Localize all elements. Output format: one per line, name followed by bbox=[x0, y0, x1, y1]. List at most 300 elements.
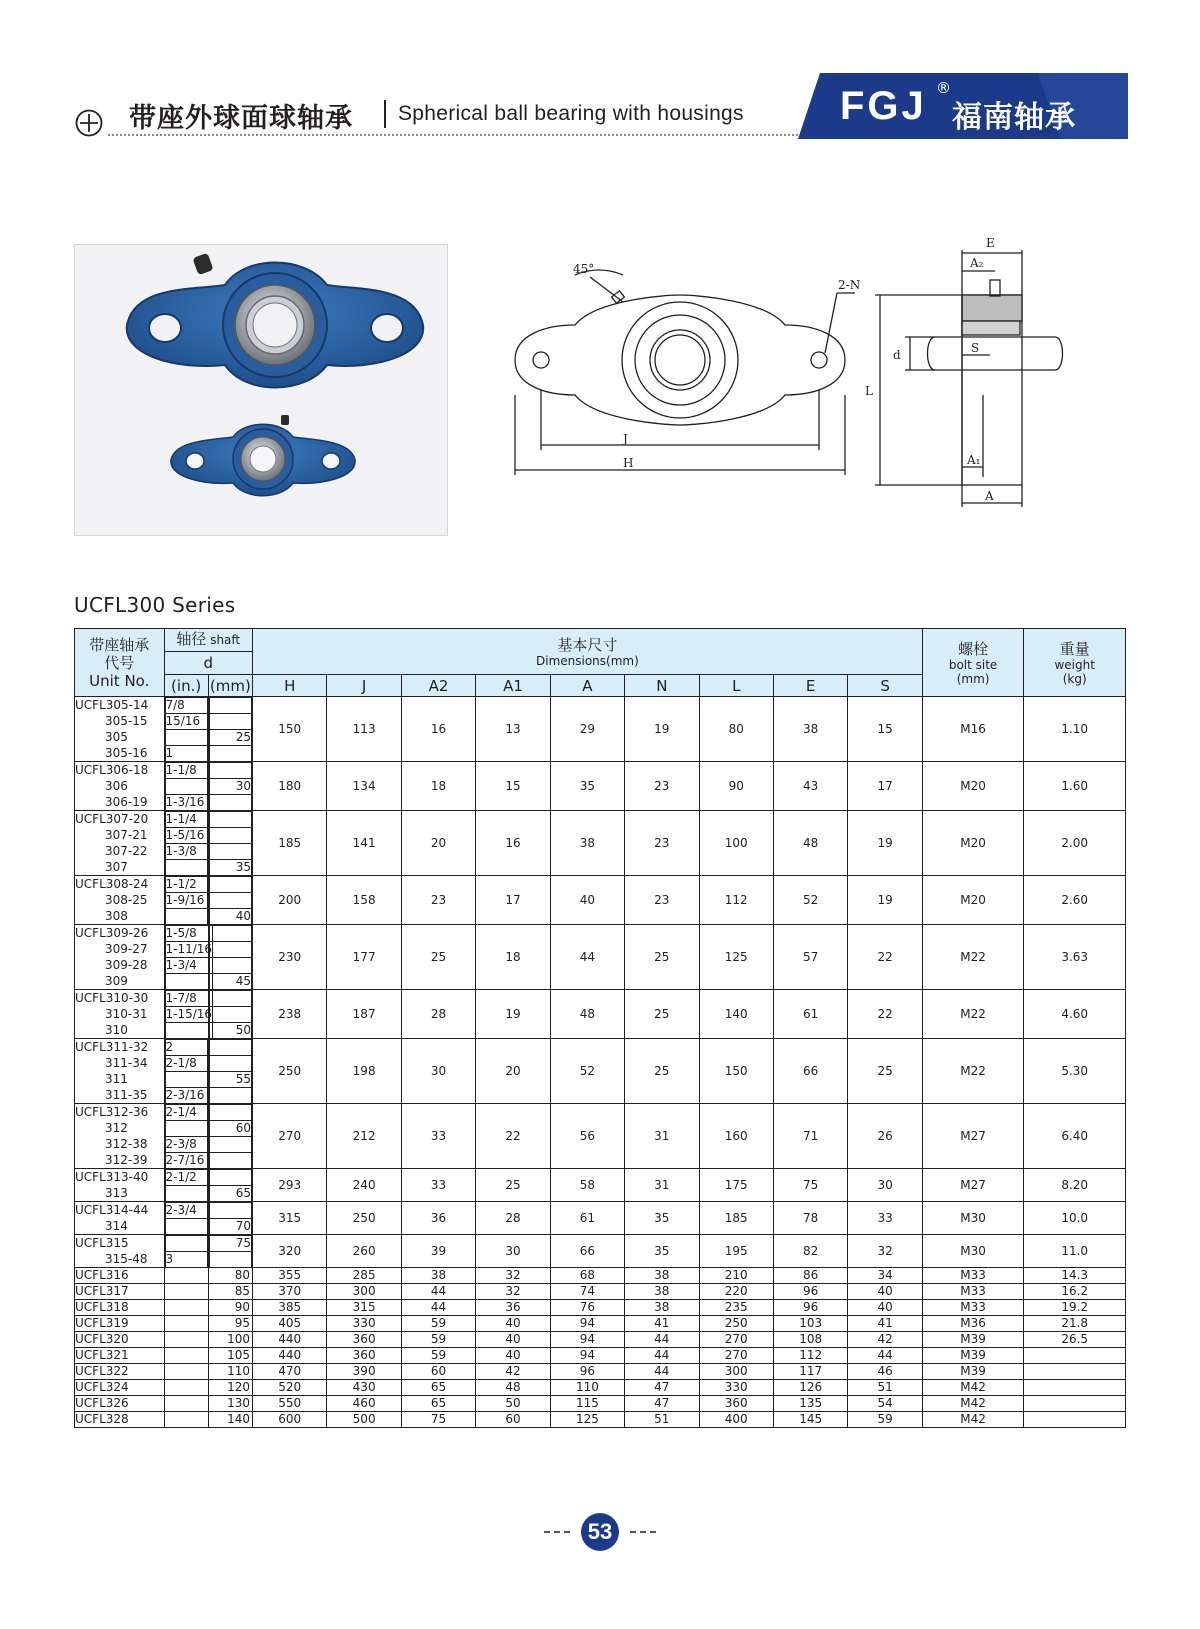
dimension-value: 110 bbox=[550, 1380, 624, 1396]
dimension-value: 32 bbox=[848, 1235, 922, 1268]
dimension-value: 44 bbox=[401, 1284, 475, 1300]
dimension-value: 260 bbox=[327, 1235, 401, 1268]
footer-dash-right bbox=[630, 1531, 656, 1533]
table-row bbox=[75, 1380, 1126, 1396]
unit-number: UCFL310-30 bbox=[75, 991, 149, 1005]
dimension-value: M33 bbox=[922, 1284, 1024, 1300]
dimension-value: 360 bbox=[327, 1348, 401, 1364]
dimension-value: 600 bbox=[253, 1412, 327, 1428]
mm-shaft-value bbox=[209, 877, 251, 893]
registered-mark: ® bbox=[936, 79, 951, 97]
dimension-value: 15 bbox=[848, 697, 922, 762]
technical-drawing bbox=[505, 236, 1195, 520]
mm-shaft-value bbox=[209, 812, 251, 828]
dim-s-label: S bbox=[971, 341, 980, 355]
mm-shaft-value: 90 bbox=[208, 1300, 252, 1316]
dimension-value: 440 bbox=[253, 1332, 327, 1348]
dimension-value: 31 bbox=[625, 1104, 699, 1169]
mm-shaft-cell bbox=[208, 1235, 252, 1268]
angle-label: 45° bbox=[573, 262, 595, 276]
dimension-value: 29 bbox=[550, 697, 624, 762]
col-header-n: N bbox=[625, 675, 699, 697]
dimension-value: 61 bbox=[550, 1202, 624, 1235]
dimension-value: 220 bbox=[699, 1284, 773, 1300]
dimension-value: 17 bbox=[476, 876, 550, 925]
front-view-drawing bbox=[515, 270, 855, 475]
dimension-value: 113 bbox=[327, 697, 401, 762]
dimension-value: 112 bbox=[699, 876, 773, 925]
unit-number: 306-19 bbox=[105, 795, 148, 809]
unit-number: 310-31 bbox=[105, 1007, 148, 1021]
inch-shaft-value: 1-3/16 bbox=[165, 795, 207, 811]
dimension-value: 195 bbox=[699, 1235, 773, 1268]
dimension-value: 470 bbox=[253, 1364, 327, 1380]
inch-shaft-value bbox=[164, 1300, 208, 1316]
inch-shaft-value: 2-1/2 bbox=[165, 1170, 207, 1186]
dimension-value: 315 bbox=[253, 1202, 327, 1235]
dimension-value: 6.40 bbox=[1024, 1104, 1126, 1169]
dimension-value: 65 bbox=[401, 1380, 475, 1396]
inch-shaft-value bbox=[165, 779, 207, 795]
unit-number: UCFL316 bbox=[75, 1268, 165, 1284]
mm-shaft-value: 140 bbox=[208, 1412, 252, 1428]
dimension-value: 1.10 bbox=[1024, 697, 1126, 762]
dimension-value: 35 bbox=[625, 1235, 699, 1268]
dimension-value: 11.0 bbox=[1024, 1235, 1126, 1268]
series-title: UCFL300 Series bbox=[74, 593, 236, 617]
dimension-value: 40 bbox=[476, 1332, 550, 1348]
dimension-value: 23 bbox=[625, 762, 699, 811]
dimension-value: M27 bbox=[922, 1104, 1024, 1169]
dimension-value: 56 bbox=[550, 1104, 624, 1169]
dimension-value: M42 bbox=[922, 1396, 1024, 1412]
unit-number: 311 bbox=[105, 1072, 128, 1086]
unit-number: 306 bbox=[105, 779, 128, 793]
mm-shaft-value: 50 bbox=[209, 1023, 251, 1039]
dimension-value: 44 bbox=[401, 1300, 475, 1316]
dimension-value: 76 bbox=[550, 1300, 624, 1316]
table-row bbox=[75, 1364, 1126, 1380]
mm-shaft-value: 55 bbox=[209, 1072, 251, 1088]
dimension-value: 16 bbox=[401, 697, 475, 762]
dimension-value: 315 bbox=[327, 1300, 401, 1316]
dimension-value: 26 bbox=[848, 1104, 922, 1169]
dimension-value: 160 bbox=[699, 1104, 773, 1169]
dimension-value: 158 bbox=[327, 876, 401, 925]
unit-number: 312-39 bbox=[105, 1153, 148, 1167]
dimension-value: 42 bbox=[848, 1332, 922, 1348]
dimension-value: 40 bbox=[550, 876, 624, 925]
dimension-value: 47 bbox=[625, 1380, 699, 1396]
dimension-value: 38 bbox=[401, 1268, 475, 1284]
inch-shaft-value: 1-7/8 bbox=[165, 991, 213, 1007]
weight-header: 重量 weight (kg) bbox=[1024, 629, 1126, 697]
dimension-value: 33 bbox=[401, 1104, 475, 1169]
mm-shaft-cell bbox=[208, 925, 252, 990]
dimension-value: 33 bbox=[401, 1169, 475, 1202]
dimension-value: M39 bbox=[922, 1332, 1024, 1348]
dimension-value bbox=[1024, 1364, 1126, 1380]
mm-shaft-cell bbox=[208, 1202, 252, 1235]
dimension-value: 14.3 bbox=[1024, 1268, 1126, 1284]
dim-a2-label: A₂ bbox=[970, 256, 984, 270]
dimension-value: 44 bbox=[625, 1364, 699, 1380]
dimension-value: 25 bbox=[625, 925, 699, 990]
dimension-value: 35 bbox=[550, 762, 624, 811]
unit-header: 带座轴承 代号 Unit No. bbox=[75, 629, 165, 697]
table-row bbox=[75, 1104, 1126, 1169]
inch-shaft-value: 2-3/16 bbox=[165, 1088, 207, 1104]
unit-number-cell bbox=[75, 811, 165, 876]
unit-number: 307-22 bbox=[105, 844, 148, 858]
dimension-value: 40 bbox=[476, 1348, 550, 1364]
dimension-value: 43 bbox=[773, 762, 847, 811]
unit-number: UCFL311-32 bbox=[75, 1040, 149, 1054]
table-row bbox=[75, 1316, 1126, 1332]
dimension-value: 22 bbox=[848, 925, 922, 990]
col-header-a1: A1 bbox=[476, 675, 550, 697]
table-row bbox=[75, 811, 1126, 876]
dimension-value: 145 bbox=[773, 1412, 847, 1428]
dimension-value: 235 bbox=[699, 1300, 773, 1316]
dimension-value: 86 bbox=[773, 1268, 847, 1284]
unit-number: UCFL309-26 bbox=[75, 926, 149, 940]
inch-shaft-cell bbox=[164, 1104, 208, 1169]
dimension-value: 5.30 bbox=[1024, 1039, 1126, 1104]
mm-shaft-value: 120 bbox=[208, 1380, 252, 1396]
dimension-value: 80 bbox=[699, 697, 773, 762]
dimension-value: 38 bbox=[625, 1300, 699, 1316]
dimension-value: 44 bbox=[625, 1348, 699, 1364]
dimension-value: 13 bbox=[476, 697, 550, 762]
dimension-value: 38 bbox=[625, 1268, 699, 1284]
dimension-value: 126 bbox=[773, 1380, 847, 1396]
dimension-value: 30 bbox=[476, 1235, 550, 1268]
dimension-value: 94 bbox=[550, 1332, 624, 1348]
mm-shaft-value bbox=[209, 746, 251, 762]
dimension-value: M33 bbox=[922, 1300, 1024, 1316]
shaft-header: 轴径 shaft d bbox=[164, 629, 253, 675]
dimension-value: 30 bbox=[401, 1039, 475, 1104]
dimension-value: 36 bbox=[401, 1202, 475, 1235]
dimension-value: 108 bbox=[773, 1332, 847, 1348]
dimension-value: 2.00 bbox=[1024, 811, 1126, 876]
inch-shaft-value bbox=[165, 1186, 207, 1202]
dimension-value: 185 bbox=[253, 811, 327, 876]
dimension-value: 42 bbox=[476, 1364, 550, 1380]
unit-number: UCFL306-18 bbox=[75, 763, 149, 777]
dimension-value: 250 bbox=[699, 1316, 773, 1332]
dimensions-header: 基本尺寸 Dimensions(mm) bbox=[253, 629, 923, 675]
inch-shaft-cell bbox=[164, 1169, 208, 1202]
table-row bbox=[75, 1332, 1126, 1348]
unit-number: 308 bbox=[105, 909, 128, 923]
table-row bbox=[75, 925, 1126, 990]
page-number: 53 bbox=[581, 1513, 619, 1551]
dimension-value: 41 bbox=[848, 1316, 922, 1332]
dimension-value: 180 bbox=[253, 762, 327, 811]
dimension-value: 300 bbox=[327, 1284, 401, 1300]
col-header-j: J bbox=[327, 675, 401, 697]
dimension-value: 115 bbox=[550, 1396, 624, 1412]
dimension-value: 198 bbox=[327, 1039, 401, 1104]
dimension-value: 22 bbox=[848, 990, 922, 1039]
dimension-value: 400 bbox=[699, 1412, 773, 1428]
table-row bbox=[75, 876, 1126, 925]
mm-shaft-value bbox=[209, 991, 251, 1007]
dimension-value: 23 bbox=[625, 811, 699, 876]
inch-shaft-value: 2-1/4 bbox=[165, 1105, 207, 1121]
unit-number: UCFL313-40 bbox=[75, 1170, 149, 1184]
dimension-value: 200 bbox=[253, 876, 327, 925]
mm-shaft-cell bbox=[208, 811, 252, 876]
inch-shaft-cell bbox=[164, 697, 208, 762]
inch-shaft-value bbox=[165, 1121, 207, 1137]
inch-shaft-value: 7/8 bbox=[165, 698, 207, 714]
dimension-value: 16.2 bbox=[1024, 1284, 1126, 1300]
dimension-value: 40 bbox=[476, 1316, 550, 1332]
dimension-value: 48 bbox=[476, 1380, 550, 1396]
mm-shaft-value bbox=[209, 942, 251, 958]
dimension-value: M36 bbox=[922, 1316, 1024, 1332]
dimension-value: 520 bbox=[253, 1380, 327, 1396]
dimension-value: 68 bbox=[550, 1268, 624, 1284]
dimension-value: 28 bbox=[476, 1202, 550, 1235]
dimension-value: 125 bbox=[550, 1412, 624, 1428]
dimension-value: M33 bbox=[922, 1268, 1024, 1284]
dimension-value: 18 bbox=[401, 762, 475, 811]
dimension-value: 52 bbox=[773, 876, 847, 925]
unit-number: UCFL320 bbox=[75, 1332, 165, 1348]
inch-shaft-cell bbox=[164, 1039, 208, 1104]
dimension-value: 3.63 bbox=[1024, 925, 1126, 990]
dimension-value: 41 bbox=[625, 1316, 699, 1332]
inch-shaft-value: 2 bbox=[165, 1040, 207, 1056]
mm-shaft-cell bbox=[208, 876, 252, 925]
spec-table-wrapper bbox=[74, 628, 1126, 1428]
mm-shaft-value bbox=[209, 1203, 251, 1219]
dimension-value: 20 bbox=[476, 1039, 550, 1104]
dimension-value: 59 bbox=[401, 1332, 475, 1348]
unit-number-cell bbox=[75, 1104, 165, 1169]
bearing-photo-large bbox=[75, 245, 447, 535]
dimension-value: 51 bbox=[625, 1412, 699, 1428]
mm-shaft-value bbox=[209, 958, 251, 974]
inch-shaft-value: 3 bbox=[165, 1252, 207, 1268]
dimension-value: 1.60 bbox=[1024, 762, 1126, 811]
unit-number: UCFL318 bbox=[75, 1300, 165, 1316]
table-row bbox=[75, 762, 1126, 811]
unit-number: UCFL326 bbox=[75, 1396, 165, 1412]
dimension-value: M16 bbox=[922, 697, 1024, 762]
dimension-value: 16 bbox=[476, 811, 550, 876]
dimension-value: 270 bbox=[699, 1348, 773, 1364]
dimension-value: 39 bbox=[401, 1235, 475, 1268]
dimension-value: 59 bbox=[401, 1316, 475, 1332]
dimension-value: 141 bbox=[327, 811, 401, 876]
inch-shaft-value bbox=[164, 1412, 208, 1428]
unit-number: 308-25 bbox=[105, 893, 148, 907]
table-row bbox=[75, 1169, 1126, 1202]
brand-logo: FGJ bbox=[840, 84, 927, 128]
dimension-value: 94 bbox=[550, 1348, 624, 1364]
title-english: Spherical ball bearing with housings bbox=[398, 102, 744, 125]
side-view-drawing bbox=[875, 250, 1063, 507]
inch-shaft-value bbox=[165, 909, 207, 925]
dimension-value: M42 bbox=[922, 1380, 1024, 1396]
inch-shaft-value: 1-5/16 bbox=[165, 828, 207, 844]
dimension-value: 238 bbox=[253, 990, 327, 1039]
dimension-value: 212 bbox=[327, 1104, 401, 1169]
inch-shaft-value bbox=[164, 1364, 208, 1380]
dimension-value: 25 bbox=[625, 1039, 699, 1104]
inch-shaft-cell bbox=[164, 925, 213, 990]
dotted-rule bbox=[108, 134, 798, 136]
mm-shaft-cell bbox=[208, 762, 252, 811]
dimension-value: 47 bbox=[625, 1396, 699, 1412]
dimension-value: 48 bbox=[773, 811, 847, 876]
inch-shaft-cell bbox=[164, 762, 208, 811]
dimension-value: 38 bbox=[773, 697, 847, 762]
mm-shaft-value: 65 bbox=[209, 1186, 251, 1202]
dimension-value: 75 bbox=[401, 1412, 475, 1428]
dimension-value: 21.8 bbox=[1024, 1316, 1126, 1332]
dimension-value: 25 bbox=[401, 925, 475, 990]
unit-number: UCFL319 bbox=[75, 1316, 165, 1332]
mm-shaft-value bbox=[209, 1088, 251, 1104]
dimension-value: 32 bbox=[476, 1268, 550, 1284]
dimension-value: 187 bbox=[327, 990, 401, 1039]
dimension-value: M39 bbox=[922, 1348, 1024, 1364]
title-divider bbox=[384, 100, 386, 128]
unit-number: UCFL322 bbox=[75, 1364, 165, 1380]
dimension-value: 44 bbox=[848, 1348, 922, 1364]
mm-shaft-value: 30 bbox=[209, 779, 251, 795]
dimension-value: 330 bbox=[327, 1316, 401, 1332]
unit-number: 309 bbox=[105, 974, 128, 988]
dimension-value: 135 bbox=[773, 1396, 847, 1412]
dimension-value: M22 bbox=[922, 1039, 1024, 1104]
dimension-value: 20 bbox=[401, 811, 475, 876]
mm-shaft-value bbox=[209, 1105, 251, 1121]
dimension-value: 405 bbox=[253, 1316, 327, 1332]
col-header-s: S bbox=[848, 675, 922, 697]
dimension-value: 440 bbox=[253, 1348, 327, 1364]
dimension-value: 240 bbox=[327, 1169, 401, 1202]
bolt-header: 螺栓 bolt site (mm) bbox=[922, 629, 1024, 697]
dimension-value: 134 bbox=[327, 762, 401, 811]
title-chinese: 带座外球面球轴承 bbox=[129, 103, 353, 134]
dimension-value: 19 bbox=[625, 697, 699, 762]
mm-shaft-value bbox=[209, 763, 251, 779]
inch-shaft-value: 1-15/16 bbox=[165, 1007, 213, 1021]
mm-shaft-value: 100 bbox=[208, 1332, 252, 1348]
mm-shaft-value bbox=[209, 795, 251, 811]
dimension-value bbox=[1024, 1380, 1126, 1396]
table-row bbox=[75, 697, 1126, 762]
dimension-value: 31 bbox=[625, 1169, 699, 1202]
holes-label: 2-N bbox=[838, 278, 861, 292]
dimension-value: 58 bbox=[550, 1169, 624, 1202]
dimension-value: 32 bbox=[476, 1284, 550, 1300]
dimension-value: 90 bbox=[699, 762, 773, 811]
dimension-value: 38 bbox=[625, 1284, 699, 1300]
inch-shaft-value bbox=[164, 1316, 208, 1332]
dim-l-label: L bbox=[865, 384, 873, 398]
dimension-value: 230 bbox=[253, 925, 327, 990]
dimension-value: M22 bbox=[922, 990, 1024, 1039]
dimension-value: 19 bbox=[848, 811, 922, 876]
dimension-value: 460 bbox=[327, 1396, 401, 1412]
unit-number-cell bbox=[75, 1235, 165, 1268]
dim-d-label: d bbox=[893, 348, 901, 362]
mm-shaft-value bbox=[209, 893, 251, 909]
dim-h-label: H bbox=[623, 456, 634, 470]
unit-number: 309-27 bbox=[105, 942, 148, 956]
table-row bbox=[75, 1235, 1126, 1268]
mm-shaft-value bbox=[209, 1153, 251, 1169]
unit-number: 311-35 bbox=[105, 1088, 148, 1102]
mm-shaft-value bbox=[209, 1056, 251, 1072]
unit-number: 305-15 bbox=[105, 714, 148, 728]
mm-shaft-value bbox=[209, 828, 251, 844]
mm-shaft-value: 80 bbox=[208, 1268, 252, 1284]
dimension-value: 44 bbox=[550, 925, 624, 990]
inch-shaft-value: 15/16 bbox=[165, 714, 207, 730]
unit-number: UCFL321 bbox=[75, 1348, 165, 1364]
dimension-value: 61 bbox=[773, 990, 847, 1039]
inch-header: (in.) bbox=[164, 675, 208, 697]
unit-number: UCFL328 bbox=[75, 1412, 165, 1428]
dimension-value: M20 bbox=[922, 811, 1024, 876]
dimension-value: M30 bbox=[922, 1235, 1024, 1268]
dimension-value: 50 bbox=[476, 1396, 550, 1412]
table-row bbox=[75, 1348, 1126, 1364]
dimension-value: 22 bbox=[476, 1104, 550, 1169]
col-header-a2: A2 bbox=[401, 675, 475, 697]
mm-shaft-value bbox=[209, 1252, 251, 1268]
dimension-value: 60 bbox=[401, 1364, 475, 1380]
unit-number: UCFL324 bbox=[75, 1380, 165, 1396]
inch-shaft-value: 1-5/8 bbox=[165, 926, 213, 942]
inch-shaft-value: 2-1/8 bbox=[165, 1056, 207, 1072]
dimension-value: 33 bbox=[848, 1202, 922, 1235]
mm-shaft-value bbox=[209, 844, 251, 860]
dimension-value: 15 bbox=[476, 762, 550, 811]
col-header-e: E bbox=[773, 675, 847, 697]
dimension-value: 19.2 bbox=[1024, 1300, 1126, 1316]
dimension-value: 355 bbox=[253, 1268, 327, 1284]
table-row bbox=[75, 1039, 1126, 1104]
mm-shaft-cell bbox=[208, 697, 252, 762]
dimension-value: 385 bbox=[253, 1300, 327, 1316]
unit-number: 305 bbox=[105, 730, 128, 744]
inch-shaft-value bbox=[165, 1072, 207, 1088]
table-row bbox=[75, 990, 1126, 1039]
dimension-value: 125 bbox=[699, 925, 773, 990]
dimension-value: 59 bbox=[401, 1348, 475, 1364]
unit-number: 311-34 bbox=[105, 1056, 148, 1070]
dimension-value: 150 bbox=[253, 697, 327, 762]
mm-shaft-value: 35 bbox=[209, 860, 251, 876]
dimension-value: M20 bbox=[922, 762, 1024, 811]
unit-number-cell bbox=[75, 1039, 165, 1104]
inch-shaft-value: 2-3/4 bbox=[165, 1203, 207, 1219]
unit-number: UCFL314-44 bbox=[75, 1203, 149, 1217]
mm-shaft-value bbox=[209, 1007, 251, 1023]
inch-shaft-value: 1-9/16 bbox=[165, 893, 207, 909]
unit-number: UCFL312-36 bbox=[75, 1105, 149, 1119]
